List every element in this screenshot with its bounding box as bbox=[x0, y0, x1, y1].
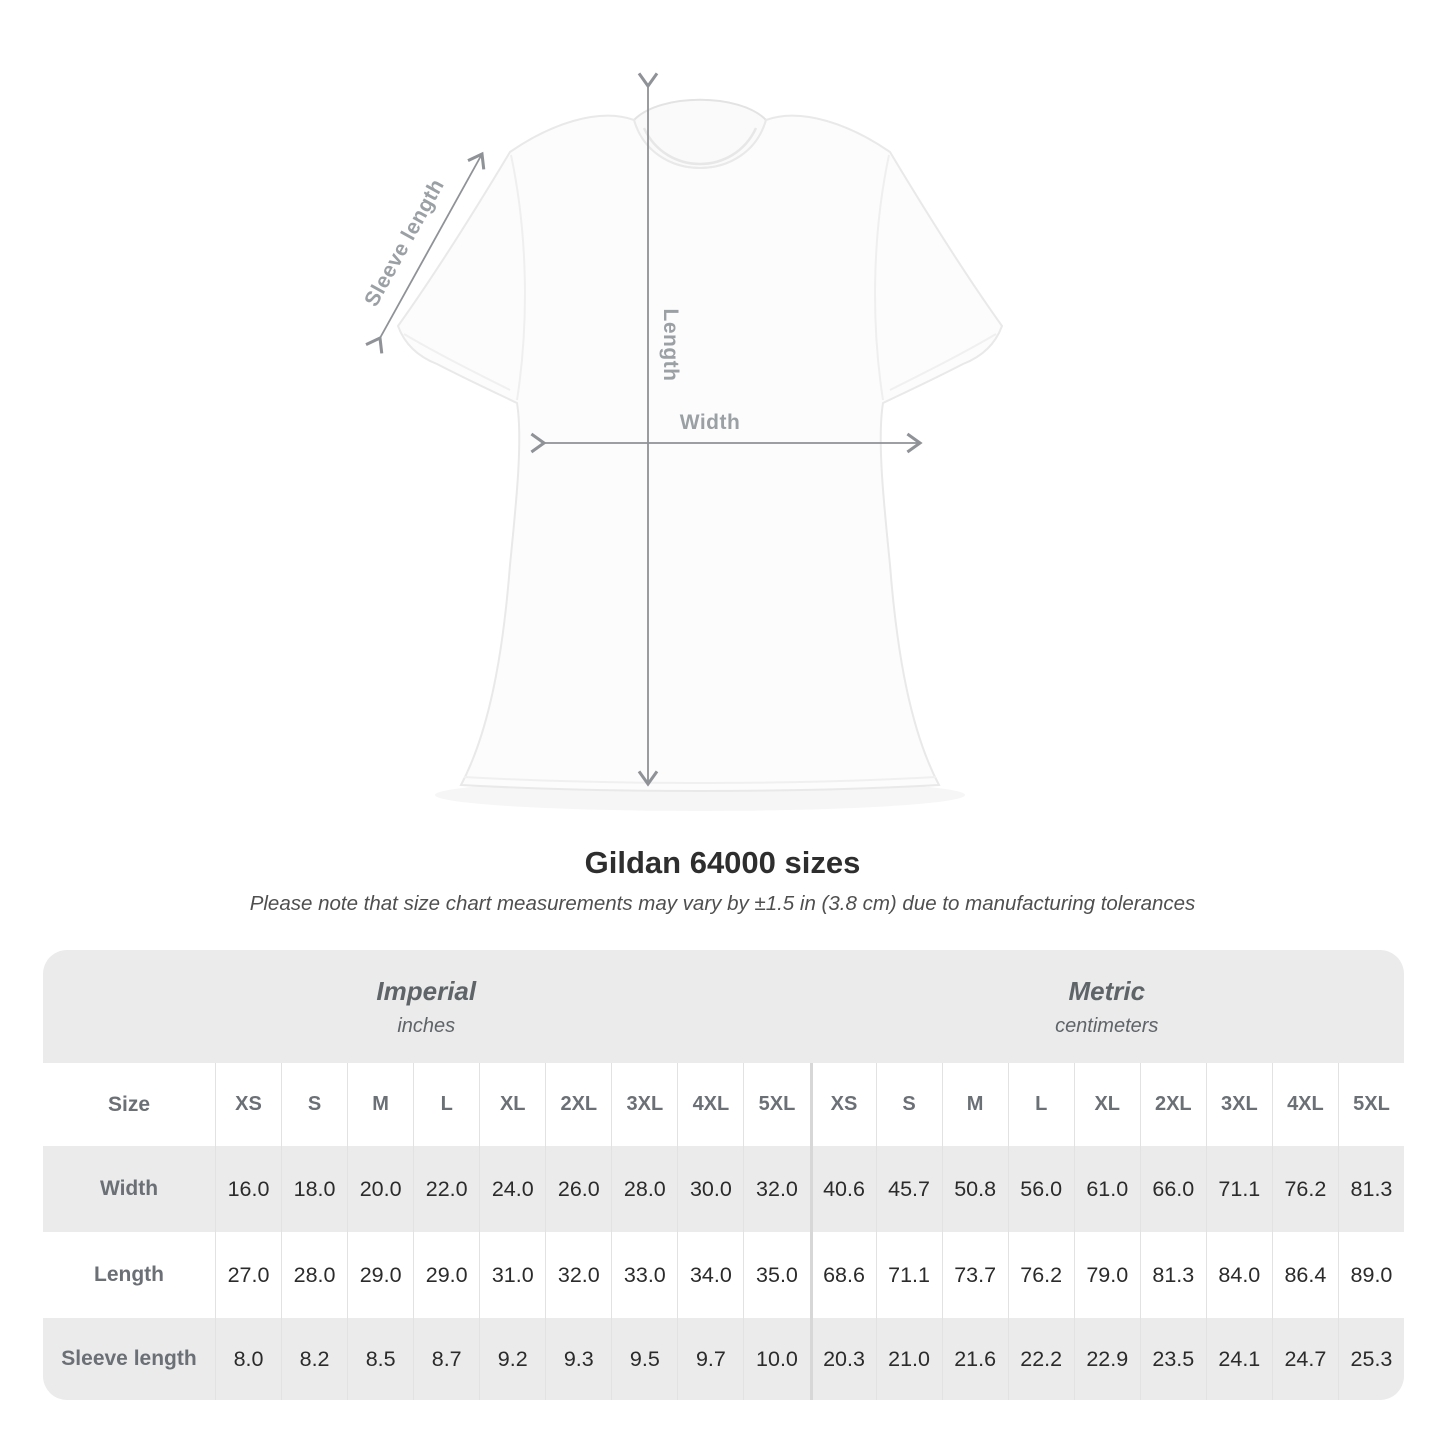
size-header-metric-m: M bbox=[942, 1063, 1008, 1146]
value-cell-imperial: 34.0 bbox=[677, 1232, 743, 1318]
size-header-imperial-5xl: 5XL bbox=[743, 1063, 809, 1146]
unit-group-imperial bbox=[43, 950, 810, 1063]
value-cell-metric: 24.7 bbox=[1272, 1318, 1338, 1400]
value-cell-imperial: 18.0 bbox=[281, 1146, 347, 1232]
unit-group-label: Imperial bbox=[376, 975, 477, 1006]
value-cell-metric: 79.0 bbox=[1074, 1232, 1140, 1318]
size-header-imperial-2xl: 2XL bbox=[545, 1063, 611, 1146]
value-cell-metric: 61.0 bbox=[1074, 1146, 1140, 1232]
row-label: Length bbox=[43, 1232, 215, 1318]
size-header-imperial-s: S bbox=[281, 1063, 347, 1146]
size-header-imperial-xs: XS bbox=[215, 1063, 281, 1146]
size-header-metric-xl: XL bbox=[1074, 1063, 1140, 1146]
value-cell-imperial: 8.7 bbox=[413, 1318, 479, 1400]
unit-group-unit: inches bbox=[397, 1014, 456, 1037]
value-cell-imperial: 8.2 bbox=[281, 1318, 347, 1400]
value-cell-metric: 66.0 bbox=[1140, 1146, 1206, 1232]
value-cell-imperial: 32.0 bbox=[545, 1232, 611, 1318]
size-header-metric-l: L bbox=[1008, 1063, 1074, 1146]
value-cell-imperial: 35.0 bbox=[743, 1232, 809, 1318]
value-cell-imperial: 9.2 bbox=[479, 1318, 545, 1400]
size-header-metric-5xl: 5XL bbox=[1338, 1063, 1404, 1146]
value-cell-imperial: 8.0 bbox=[215, 1318, 281, 1400]
value-cell-imperial: 28.0 bbox=[611, 1146, 677, 1232]
value-cell-metric: 20.3 bbox=[810, 1318, 876, 1400]
value-cell-imperial: 16.0 bbox=[215, 1146, 281, 1232]
value-cell-imperial: 8.5 bbox=[347, 1318, 413, 1400]
value-cell-metric: 81.3 bbox=[1140, 1232, 1206, 1318]
value-cell-metric: 56.0 bbox=[1008, 1146, 1074, 1232]
value-cell-imperial: 22.0 bbox=[413, 1146, 479, 1232]
size-header-imperial-m: M bbox=[347, 1063, 413, 1146]
size-header-metric-xs: XS bbox=[810, 1063, 876, 1146]
value-cell-imperial: 33.0 bbox=[611, 1232, 677, 1318]
value-cell-imperial: 27.0 bbox=[215, 1232, 281, 1318]
value-cell-imperial: 30.0 bbox=[677, 1146, 743, 1232]
size-header-imperial-4xl: 4XL bbox=[677, 1063, 743, 1146]
value-cell-metric: 86.4 bbox=[1272, 1232, 1338, 1318]
unit-group-unit: centimeters bbox=[1055, 1014, 1159, 1037]
value-cell-imperial: 28.0 bbox=[281, 1232, 347, 1318]
size-header-metric-3xl: 3XL bbox=[1206, 1063, 1272, 1146]
unit-group-label: Metric bbox=[1068, 975, 1146, 1006]
page-title: Gildan 64000 sizes bbox=[584, 845, 861, 880]
tolerance-note: Please note that size chart measurements may vary by ±1.5 in (3.8 cm) due to manufacturing tolerances bbox=[249, 892, 1196, 915]
value-cell-metric: 22.2 bbox=[1008, 1318, 1074, 1400]
shirt-body bbox=[398, 116, 1002, 791]
value-cell-imperial: 31.0 bbox=[479, 1232, 545, 1318]
value-cell-imperial: 24.0 bbox=[479, 1146, 545, 1232]
value-cell-imperial: 9.5 bbox=[611, 1318, 677, 1400]
value-cell-metric: 21.0 bbox=[876, 1318, 942, 1400]
heading-block bbox=[0, 845, 1445, 916]
value-cell-imperial: 10.0 bbox=[743, 1318, 809, 1400]
value-cell-imperial: 29.0 bbox=[413, 1232, 479, 1318]
value-cell-metric: 73.7 bbox=[942, 1232, 1008, 1318]
value-cell-metric: 68.6 bbox=[810, 1232, 876, 1318]
value-cell-metric: 50.8 bbox=[942, 1146, 1008, 1232]
value-cell-metric: 23.5 bbox=[1140, 1318, 1206, 1400]
row-label: Width bbox=[43, 1146, 215, 1232]
value-cell-metric: 45.7 bbox=[876, 1146, 942, 1232]
value-cell-metric: 76.2 bbox=[1008, 1232, 1074, 1318]
size-table-grid bbox=[43, 950, 1404, 1400]
value-cell-imperial: 26.0 bbox=[545, 1146, 611, 1232]
value-cell-metric: 24.1 bbox=[1206, 1318, 1272, 1400]
value-cell-metric: 25.3 bbox=[1338, 1318, 1404, 1400]
size-header-metric-2xl: 2XL bbox=[1140, 1063, 1206, 1146]
value-cell-metric: 22.9 bbox=[1074, 1318, 1140, 1400]
value-cell-metric: 40.6 bbox=[810, 1146, 876, 1232]
size-header-imperial-3xl: 3XL bbox=[611, 1063, 677, 1146]
width-dimension-label: Width bbox=[679, 411, 741, 434]
value-cell-metric: 71.1 bbox=[876, 1232, 942, 1318]
size-header-metric-s: S bbox=[876, 1063, 942, 1146]
size-header-imperial-l: L bbox=[413, 1063, 479, 1146]
size-corner-header: Size bbox=[43, 1063, 215, 1146]
value-cell-imperial: 9.3 bbox=[545, 1318, 611, 1400]
sleeve-length-dimension-label: Sleeve length bbox=[360, 175, 450, 311]
row-label: Sleeve length bbox=[43, 1318, 215, 1400]
value-cell-metric: 21.6 bbox=[942, 1318, 1008, 1400]
size-header-imperial-xl: XL bbox=[479, 1063, 545, 1146]
value-cell-metric: 84.0 bbox=[1206, 1232, 1272, 1318]
size-header-metric-4xl: 4XL bbox=[1272, 1063, 1338, 1146]
length-dimension-label: Length bbox=[659, 308, 682, 382]
value-cell-imperial: 20.0 bbox=[347, 1146, 413, 1232]
value-cell-imperial: 29.0 bbox=[347, 1232, 413, 1318]
value-cell-metric: 81.3 bbox=[1338, 1146, 1404, 1232]
size-chart-table bbox=[43, 950, 1404, 1400]
value-cell-metric: 71.1 bbox=[1206, 1146, 1272, 1232]
value-cell-imperial: 9.7 bbox=[677, 1318, 743, 1400]
unit-group-metric bbox=[810, 950, 1405, 1063]
value-cell-imperial: 32.0 bbox=[743, 1146, 809, 1232]
value-cell-metric: 89.0 bbox=[1338, 1232, 1404, 1318]
value-cell-metric: 76.2 bbox=[1272, 1146, 1338, 1232]
